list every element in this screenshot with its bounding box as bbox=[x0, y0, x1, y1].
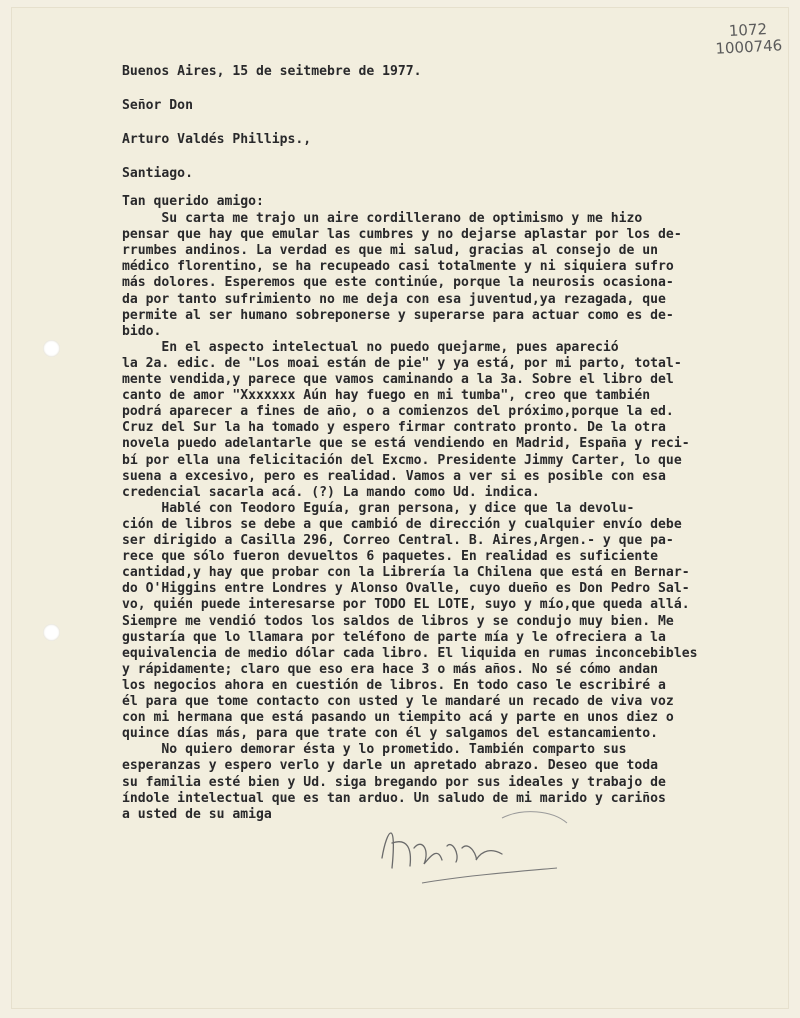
letter-line: la 2a. edic. de "Los moai están de pie" y ya está, por mi parto, total- bbox=[122, 355, 682, 371]
letter-line: da por tanto sufrimiento no me deja con esa juventud,ya rezagada, que bbox=[122, 291, 666, 307]
letter-line: y rápidamente; claro que eso era hace 3 o más años. No sé cómo andan bbox=[122, 661, 659, 677]
letter-line: do O'Higgins entre Londres y Alonso Ovalle, cuyo dueño es Don Pedro Sal- bbox=[122, 581, 690, 597]
letter-line: No quiero demorar ésta y lo prometido. También comparto sus bbox=[122, 742, 627, 758]
letter-line: rrumbes andinos. La verdad es que mi salud, gracias al consejo de un bbox=[122, 243, 659, 259]
letter-line: vo, quién puede interesarse por TODO EL LOTE, suyo y mío,que queda allá. bbox=[122, 597, 690, 613]
letter-line: Su carta me trajo un aire cordillerano de optimismo y me hizo bbox=[122, 211, 643, 226]
letter-line: Cruz del Sur la ha tomado y espero firmar contrato pronto. De la otra bbox=[122, 420, 666, 436]
letter-line: índole intelectual que es tan arduo. Un saludo de mi marido y cariños bbox=[122, 790, 666, 806]
letter-line: podrá aparecer a fines de año, o a comienzos del próximo,porque la ed. bbox=[122, 404, 674, 420]
letter-line: canto de amor "Xxxxxxx Aún hay fuego en mi tumba", creo que también bbox=[122, 388, 651, 404]
archive-number-line: 1072 bbox=[728, 20, 768, 40]
letter-line: ser dirigido a Casilla 296, Correo Central. B. Aires,Argen.- y que pa- bbox=[122, 533, 674, 548]
punch-hole bbox=[43, 624, 60, 641]
letter-line: bido. bbox=[122, 323, 162, 339]
letter-line: pensar que hay que emular las cumbres y no dejarse aplastar por los de- bbox=[122, 227, 682, 243]
signature bbox=[352, 788, 592, 908]
letter-line: permite al ser humano sobreponerse y superarse para actuar como es de- bbox=[122, 307, 674, 323]
letter-line: médico florentino, se ha recupeado casi totalmente y ni siquiera sufro bbox=[122, 259, 674, 275]
recipient-line: Santiago. bbox=[122, 166, 193, 181]
letter-line: los negocios ahora en cuestión de libros. En todo caso le escribiré a bbox=[122, 677, 666, 693]
date-line: Buenos Aires, 15 de seitmebre de 1977. bbox=[122, 64, 422, 79]
letter-line: a usted de su amiga bbox=[122, 806, 272, 822]
letter-line: En el aspecto intelectual no puedo quejarme, pues apareció bbox=[122, 339, 619, 355]
letter-line: con mi hermana que está pasando un tiempito acá y parte en unos diez o bbox=[122, 710, 674, 726]
recipient-line: Señor Don bbox=[122, 98, 193, 113]
letter-line: más dolores. Esperemos que este continúe, porque la neurosis ocasiona- bbox=[122, 275, 674, 291]
salutation: Tan querido amigo: bbox=[122, 194, 264, 209]
letter-line: Hablé con Teodoro Eguía, gran persona, y dice que la devolu- bbox=[122, 500, 635, 516]
letter-line: suena a excesivo, pero es realidad. Vamos a ver si es posible con esa bbox=[122, 468, 666, 484]
letter-line: equivalencia de medio dólar cada libro. El liquida en rumas inconcebibles bbox=[122, 645, 698, 661]
letter-line: su familia esté bien y Ud. siga bregando por sus ideales y trabajo de bbox=[122, 774, 666, 790]
archive-number bbox=[714, 20, 783, 57]
archive-number-line: 1000746 bbox=[715, 36, 783, 58]
letter-line: quince días más, para que trate con él y salgamos del estancamiento. bbox=[122, 726, 659, 742]
letter-line: credencial sacarla acá. (?) La mando como Ud. indica. bbox=[122, 484, 540, 500]
letter-line: mente vendida,y parece que vamos caminando a la 3a. Sobre el libro del bbox=[122, 372, 674, 387]
punch-hole bbox=[43, 340, 60, 357]
letter-line: rece que sólo fueron devueltos 6 paquetes. En realidad es suficiente bbox=[122, 549, 659, 565]
letter-line: bí por ella una felicitación del Excmo. Presidente Jimmy Carter, lo que bbox=[122, 452, 682, 468]
letter-line: cantidad,y hay que probar con la Librería la Chilena que está en Bernar- bbox=[122, 565, 690, 581]
recipient-line: Arturo Valdés Phillips., bbox=[122, 132, 312, 147]
letter-line: él para que tome contacto con usted y le mandaré un recado de viva voz bbox=[122, 694, 674, 709]
letter-page bbox=[12, 8, 788, 1008]
letter-line: novela puedo adelantarle que se está vendiendo en Madrid, España y reci- bbox=[122, 436, 690, 452]
letter-line: Siempre me vendió todos los saldos de libros y se condujo muy bien. Me bbox=[122, 613, 674, 629]
letter-line: esperanzas y espero verlo y darle un apretado abrazo. Deseo que toda bbox=[122, 758, 659, 774]
letter-line: gustaría que lo llamara por teléfono de parte mía y le ofreciera a la bbox=[122, 629, 666, 645]
letter-line: ción de libros se debe a que cambió de dirección y cualquier envío debe bbox=[122, 516, 682, 532]
